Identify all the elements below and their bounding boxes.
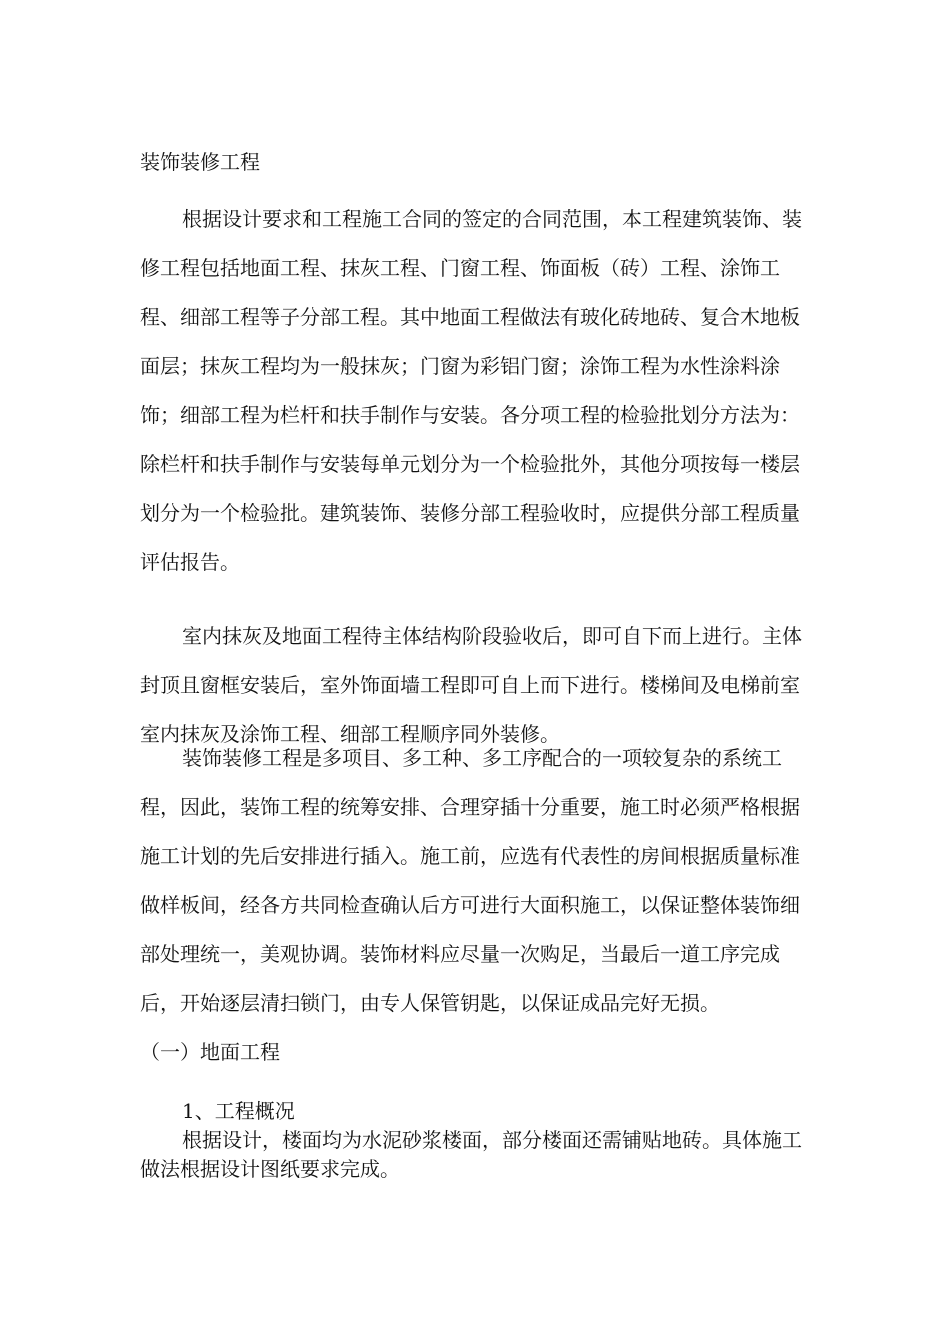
body-paragraph-coordination: 装饰装修工程是多项目、多工种、多工序配合的一项较复杂的系统工程，因此，装饰工程的统筹安排、合理穿插十分重要，施工时必须严格根据施工计划的先后安排进行插入。施工前，应选有代表性的房间根据质量标准做样板间，经各方共同检查确认后方可进行大面积施工，以保证整体装饰细部处理统一，美观协调。装饰材料应尽量一次购足，当最后一道工序完成后，开始逐层清扫锁门，由专人保管钥匙，以保证成品完好无损。 — [140, 746, 800, 1015]
body-paragraph-sequence: 室内抹灰及地面工程待主体结构阶段验收后，即可自下而上进行。主体封顶且窗框安装后，室外饰面墙工程即可自上而下进行。楼梯间及电梯前室室内抹灰及涂饰工程、细部工程顺序同外装修。 — [140, 624, 802, 746]
subsection-heading-overview: 1、工程概况 — [182, 1099, 295, 1123]
document-title: 装饰装修工程 — [140, 150, 260, 174]
body-paragraph-scope: 根据设计要求和工程施工合同的签定的合同范围，本工程建筑装饰、装修工程包括地面工程、抹灰工程、门窗工程、饰面板（砖）工程、涂饰工程、细部工程等子分部工程。其中地面工程做法有玻化砖地砖、复合木地板面层；抹灰工程均为一般抹灰；门窗为彩铝门窗；涂饰工程为水性涂料涂饰；细部工程为栏杆和扶手制作与安装。各分项工程的检验批划分方法为：除栏杆和扶手制作与安装每单元划分为一个检验批外，其他分项按每一楼层划分为一个检验批。建筑装饰、装修分部工程验收时，应提供分部工程质量评估报告。 — [140, 207, 802, 574]
section-heading-floor: （一）地面工程 — [140, 1040, 280, 1064]
body-paragraph-floor-overview: 根据设计，楼面均为水泥砂浆楼面，部分楼面还需铺贴地砖。具体施工做法根据设计图纸要求完成。 — [140, 1128, 802, 1181]
